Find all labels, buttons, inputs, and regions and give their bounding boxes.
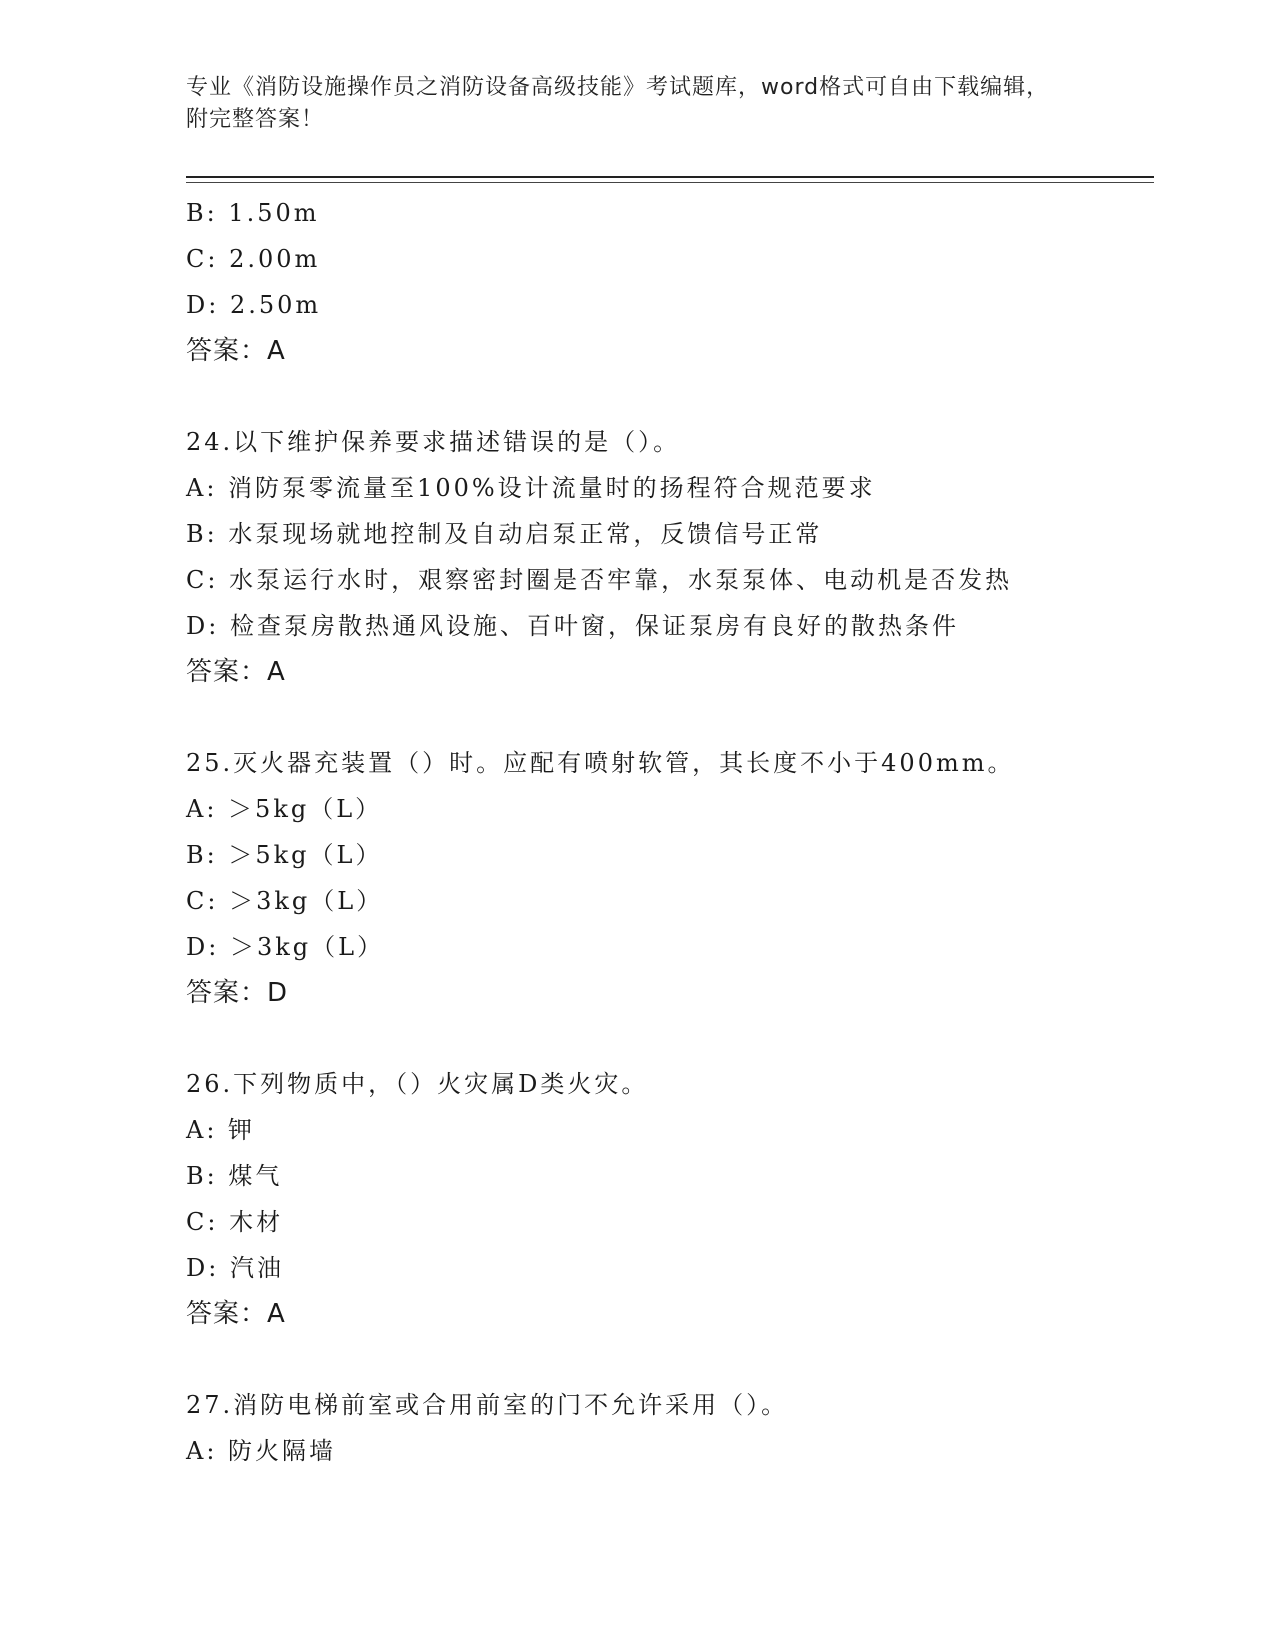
- option-d: D: 汽油: [186, 1254, 284, 1282]
- document-header: 专业《消防设施操作员之消防设备高级技能》考试题库，word格式可自由下载编辑，附完整答案！: [186, 75, 1050, 132]
- question-stem: 26.下列物质中，（）火灾属D类火灾。: [186, 1070, 649, 1098]
- question-block-25: [186, 740, 1146, 1016]
- option-b: B: 1.50m: [186, 199, 320, 227]
- question-gap: [186, 695, 1146, 740]
- option-b: B: ＞5kg（L）: [186, 841, 383, 869]
- answer-line: 答案：A: [186, 336, 286, 366]
- option-c: C: 水泵运行水时，艰察密封圈是否牢靠，水泵泵体、电动机是否发热: [186, 566, 1013, 594]
- question-block-23: [186, 190, 1146, 374]
- option-c: C: ＞3kg（L）: [186, 887, 384, 915]
- option-a: A: 防火隔墙: [186, 1437, 337, 1465]
- header-rule-thick: [186, 176, 1154, 178]
- option-b: B: 水泵现场就地控制及自动启泵正常，反馈信号正常: [186, 520, 823, 548]
- header-rule-thin: [186, 182, 1154, 183]
- question-stem: 25.灭火器充装置（）时。应配有喷射软管，其长度不小于400mm。: [186, 749, 1015, 777]
- question-stem: 24.以下维护保养要求描述错误的是（）。: [186, 428, 681, 456]
- question-gap: [186, 1016, 1146, 1061]
- option-c: C: 木材: [186, 1208, 284, 1236]
- question-block-27: [186, 1382, 1146, 1474]
- option-a: A: ＞5kg（L）: [186, 795, 383, 823]
- option-a: A: 钾: [186, 1116, 256, 1144]
- question-stem: 27.消防电梯前室或合用前室的门不允许采用（）。: [186, 1391, 789, 1419]
- option-b: B: 煤气: [186, 1162, 283, 1190]
- question-gap: [186, 1337, 1146, 1382]
- question-gap: [186, 374, 1146, 419]
- option-d: D: ＞3kg（L）: [186, 933, 385, 961]
- question-list: [186, 190, 1146, 1474]
- answer-line: 答案：A: [186, 657, 286, 687]
- question-block-26: [186, 1061, 1146, 1337]
- option-d: D: 检查泵房散热通风设施、百叶窗，保证泵房有良好的散热条件: [186, 612, 959, 640]
- option-c: C: 2.00m: [186, 245, 321, 273]
- option-d: D: 2.50m: [186, 291, 322, 319]
- answer-line: 答案：D: [186, 978, 289, 1008]
- option-a: A: 消防泵零流量至100%设计流量时的扬程符合规范要求: [186, 474, 876, 502]
- question-block-24: [186, 419, 1146, 695]
- answer-line: 答案：A: [186, 1299, 286, 1329]
